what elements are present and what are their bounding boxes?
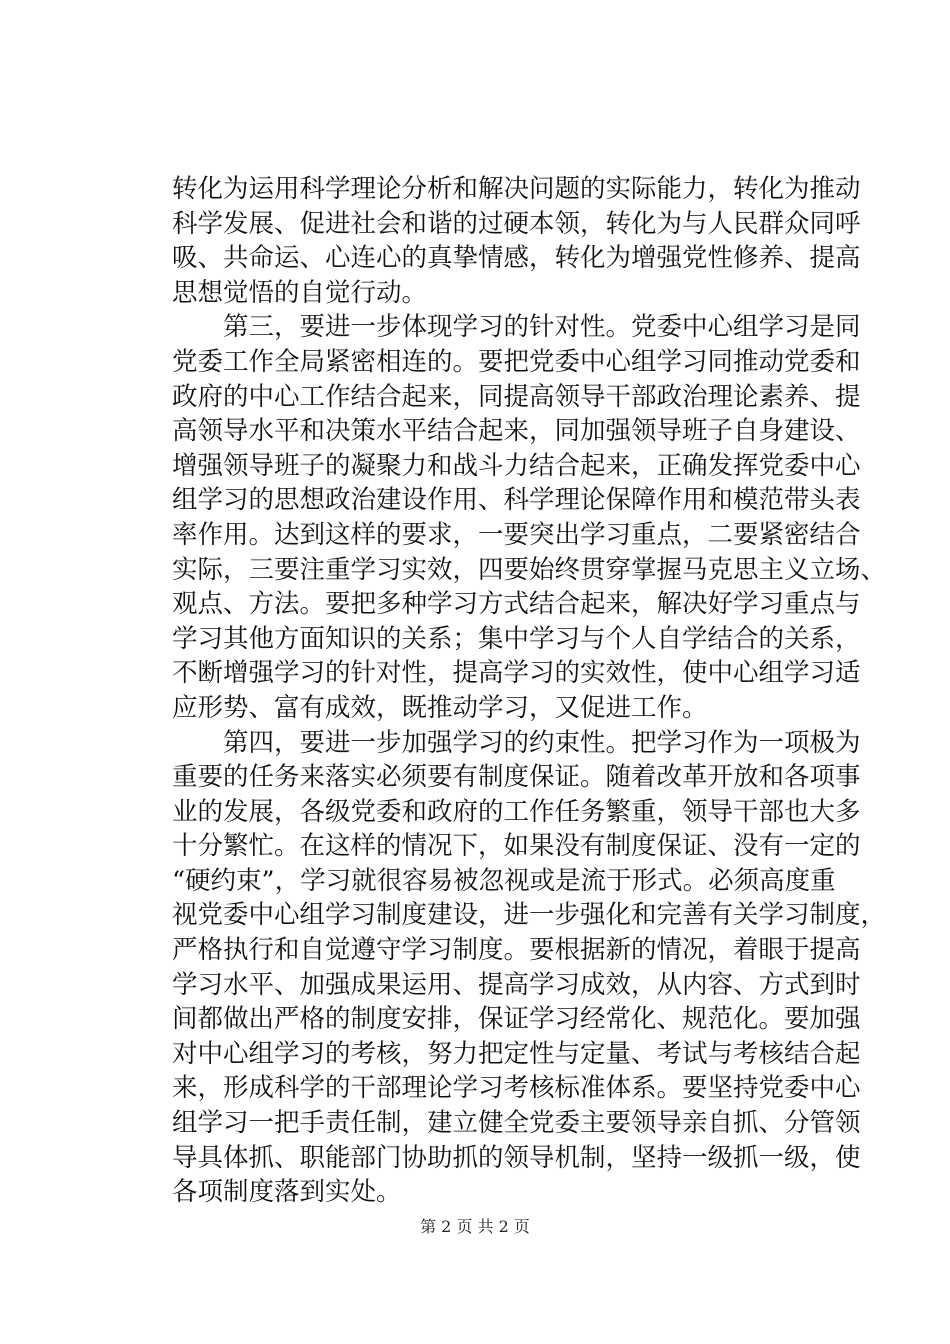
- document-body: [172, 172, 887, 1210]
- text-line: 对中心组学习的考核，努力把定性与定量、考试与考核结合起: [172, 1038, 861, 1069]
- text-line: 转化为运用科学理论分析和解决问题的实际能力，转化为推动: [172, 174, 861, 204]
- page-number-label: 第 2 页 共 2 页: [420, 1217, 530, 1236]
- text-line: 来，形成科学的干部理论学习考核标准体系。要坚持党委中心: [172, 1073, 861, 1104]
- text-line: 视党委中心组学习制度建设，进一步强化和完善有关学习制度，: [172, 900, 887, 931]
- text-line: 组学习的思想政治建设作用、科学理论保障作用和模范带头表: [172, 485, 861, 516]
- text-line: 组学习一把手责任制，建立健全党委主要领导亲自抓、分管领: [172, 1108, 861, 1139]
- text-line: 增强领导班子的凝聚力和战斗力结合起来，正确发挥党委中心: [172, 450, 861, 481]
- text-line: 学习其他方面知识的关系；集中学习与个人自学结合的关系，: [172, 623, 861, 654]
- text-line: 十分繁忙。在这样的情况下，如果没有制度保证、没有一定的: [172, 831, 861, 862]
- paragraph: [172, 172, 861, 310]
- text-line: 重要的任务来落实必须要有制度保证。随着改革开放和各项事: [172, 762, 861, 793]
- text-line: 率作用。达到这样的要求，一要突出学习重点，二要紧密结合: [172, 519, 861, 550]
- paragraph: [172, 310, 887, 725]
- text-line: “硬约束”，学习就很容易被忽视或是流于形式。必须高度重: [172, 865, 836, 896]
- text-line: 观点、方法。要把多种学习方式结合起来，解决好学习重点与: [172, 589, 861, 620]
- text-line: 间都做出严格的制度安排，保证学习经常化、规范化。要加强: [172, 1004, 861, 1035]
- text-line: 学习水平、加强成果运用、提高学习成效，从内容、方式到时: [172, 969, 861, 1000]
- text-line: 实际，三要注重学习实效，四要始终贯穿掌握马克思主义立场、: [172, 554, 887, 585]
- text-line: 吸、共命运、心连心的真挚情感，转化为增强党性修养、提高: [172, 243, 861, 274]
- text-line: 严格执行和自觉遵守学习制度。要根据新的情况，着眼于提高: [172, 935, 861, 966]
- text-line: 导具体抓、职能部门协助抓的领导机制，坚持一级抓一级，使: [172, 1142, 861, 1173]
- text-line: 科学发展、促进社会和谐的过硬本领，转化为与人民群众同呼: [172, 208, 861, 239]
- text-line: 思想觉悟的自觉行动。: [172, 277, 428, 308]
- text-line: 业的发展，各级党委和政府的工作任务繁重，领导干部也大多: [172, 796, 861, 827]
- text-line: 高领导水平和决策水平结合起来，同加强领导班子自身建设、: [172, 416, 861, 447]
- page-footer: [0, 1216, 950, 1238]
- paragraph: [172, 726, 887, 1210]
- text-line: 各项制度落到实处。: [172, 1177, 402, 1208]
- text-line: 不断增强学习的针对性，提高学习的实效性，使中心组学习适: [172, 658, 861, 689]
- text-line: 第三，要进一步体现学习的针对性。党委中心组学习是同: [223, 312, 861, 343]
- text-line: 党委工作全局紧密相连的。要把党委中心组学习同推动党委和: [172, 346, 861, 377]
- text-line: 第四，要进一步加强学习的约束性。把学习作为一项极为: [223, 727, 861, 758]
- text-line: 政府的中心工作结合起来，同提高领导干部政治理论素养、提: [172, 381, 861, 412]
- text-line: 应形势、富有成效，既推动学习，又促进工作。: [172, 692, 708, 723]
